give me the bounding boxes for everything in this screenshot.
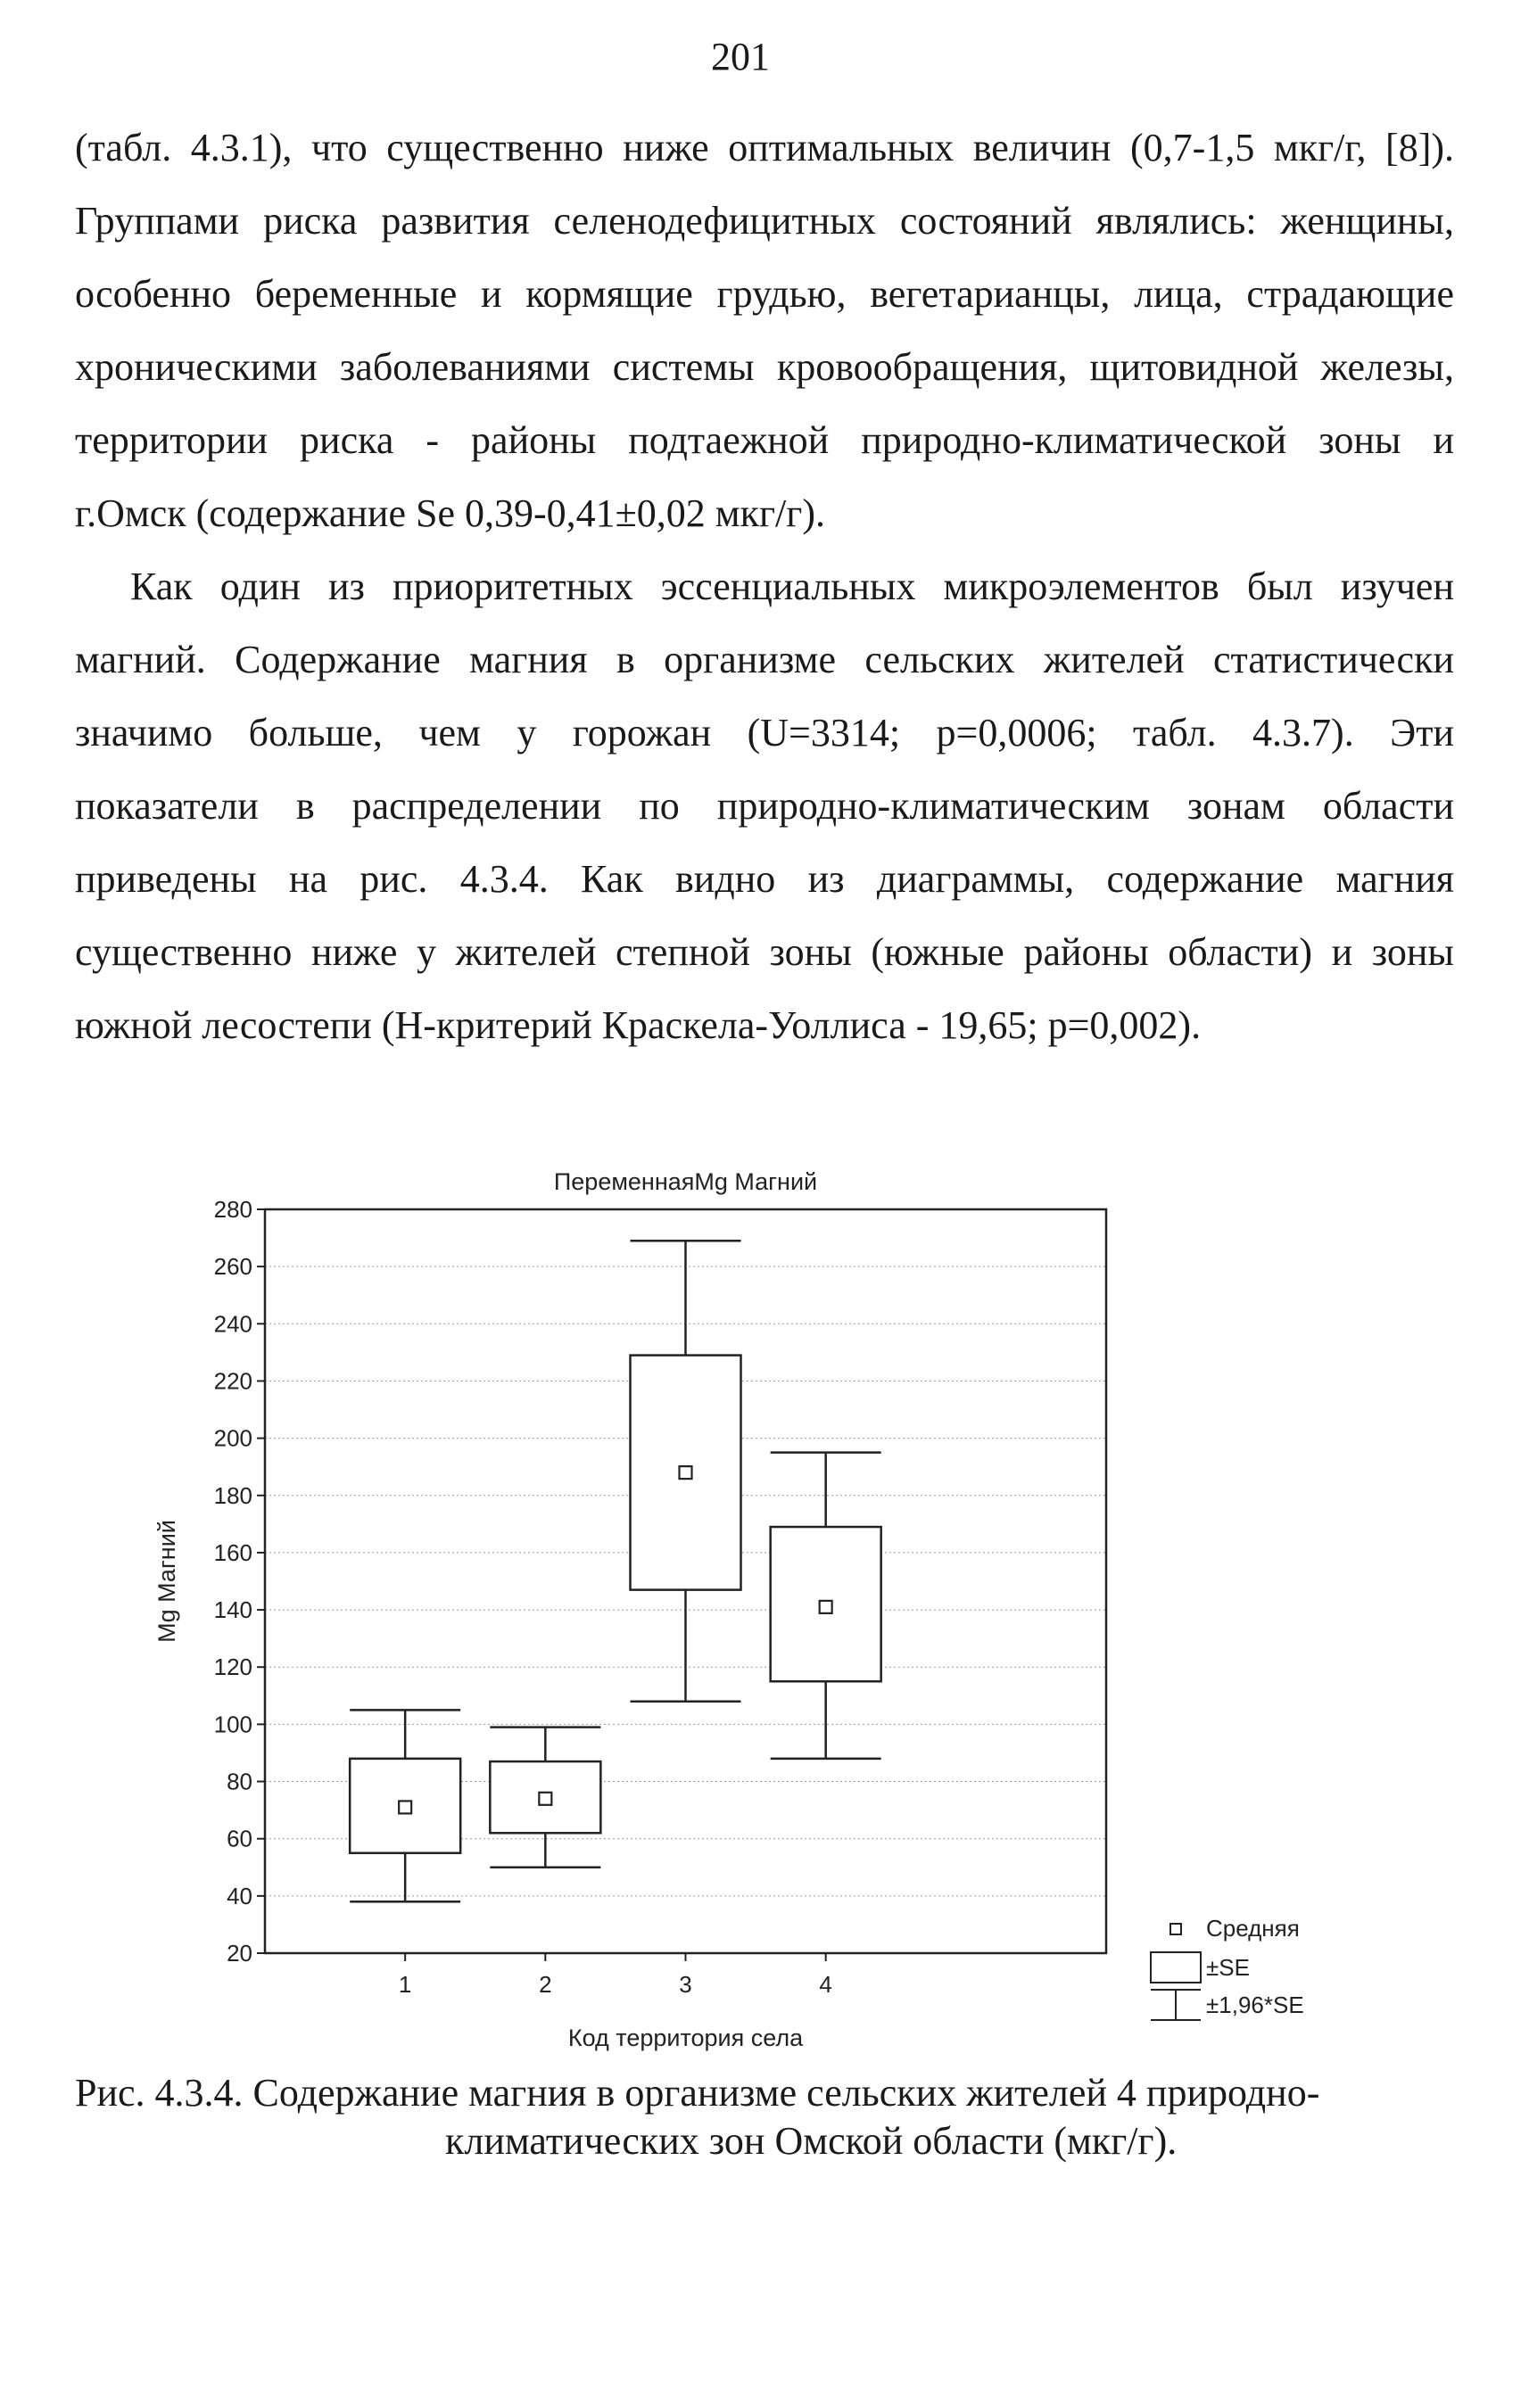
caption-line: Рис. 4.3.4. Содержание магния в организме сельских жителей 4 природно- <box>75 2071 1320 2115</box>
y-tick-label: 120 <box>213 1653 252 1681</box>
y-tick-label: 100 <box>213 1711 252 1738</box>
mean-marker <box>539 1793 551 1805</box>
x-tick-label: 3 <box>679 1971 692 1998</box>
y-tick-label: 140 <box>213 1596 252 1624</box>
page-number: 201 <box>711 35 770 78</box>
text-line: особенно беременные и кормящие грудью, вегетарианцы, лица, страдающие <box>75 272 1454 316</box>
text-line: показатели в распределении по природно-климатическим зонам области <box>75 784 1454 828</box>
text-line: г.Омск (содержание Se 0,39-0,41±0,02 мкг/г). <box>75 491 825 535</box>
y-tick-label: 220 <box>213 1367 252 1395</box>
legend-mean-label: Средняя <box>1206 1915 1300 1942</box>
y-tick-label: 180 <box>213 1481 252 1509</box>
text-line: хроническими заболеваниями системы кровообращения, щитовидной железы, <box>75 345 1454 389</box>
y-tick-label: 40 <box>227 1882 252 1909</box>
mean-marker <box>680 1466 692 1479</box>
y-tick-label: 240 <box>213 1310 252 1338</box>
y-tick-label: 260 <box>213 1253 252 1281</box>
mean-marker <box>399 1801 411 1813</box>
text-line: Как один из приоритетных эссенциальных микроэлементов был изучен <box>130 565 1454 608</box>
text-line: магний. Содержание магния в организме сельских жителей статистически <box>75 638 1454 681</box>
y-axis-label: Mg Магний <box>153 1520 180 1643</box>
text-line: приведены на рис. 4.3.4. Как видно из диаграммы, содержание магния <box>75 857 1454 901</box>
text-line: (табл. 4.3.1), что существенно ниже оптимальных величин (0,7-1,5 мкг/г, [8]). <box>75 126 1454 169</box>
text-line: существенно ниже у жителей степной зоны (южные районы области) и зоны <box>75 930 1454 974</box>
paragraph-1 <box>75 111 1454 550</box>
figure-caption <box>75 2069 1454 2165</box>
text-line: значимо больше, чем у горожан (U=3314; p=0,0006; табл. 4.3.7). Эти <box>75 711 1454 755</box>
y-tick-label: 20 <box>227 1940 252 1967</box>
text-line: территории риска - районы подтаежной природно-климатической зоны и <box>75 418 1454 462</box>
legend-se-box <box>1151 1952 1201 1983</box>
y-tick-label: 60 <box>227 1825 252 1852</box>
caption-line: климатических зон Омской области (мкг/г). <box>445 2119 1178 2163</box>
legend-se-label: ±SE <box>1206 1954 1250 1981</box>
x-tick-label: 1 <box>398 1971 412 1998</box>
x-tick-label: 4 <box>819 1971 832 1998</box>
chart-title: ПеременнаяMg Магний <box>553 1168 818 1195</box>
mean-marker <box>820 1601 832 1613</box>
x-axis-label: Код территория села <box>567 2025 804 2051</box>
box-chart <box>134 1150 1383 2078</box>
legend-mean-marker <box>1170 1924 1181 1934</box>
y-tick-label: 160 <box>213 1538 252 1566</box>
x-tick-label: 2 <box>539 1971 552 1998</box>
y-tick-label: 80 <box>227 1768 252 1795</box>
paragraph-2 <box>75 550 1454 1062</box>
y-tick-label: 280 <box>213 1196 252 1223</box>
text-line: южной лесостепи (Н-критерий Краскела-Уоллиса - 19,65; p=0,002). <box>75 1003 1202 1047</box>
legend-ci-label: ±1,96*SE <box>1206 1992 1304 2018</box>
text-line: Группами риска развития селенодефицитных состояний являлись: женщины, <box>75 199 1454 243</box>
y-tick-label: 200 <box>213 1424 252 1452</box>
figure-4-3-4 <box>134 1150 1383 2078</box>
